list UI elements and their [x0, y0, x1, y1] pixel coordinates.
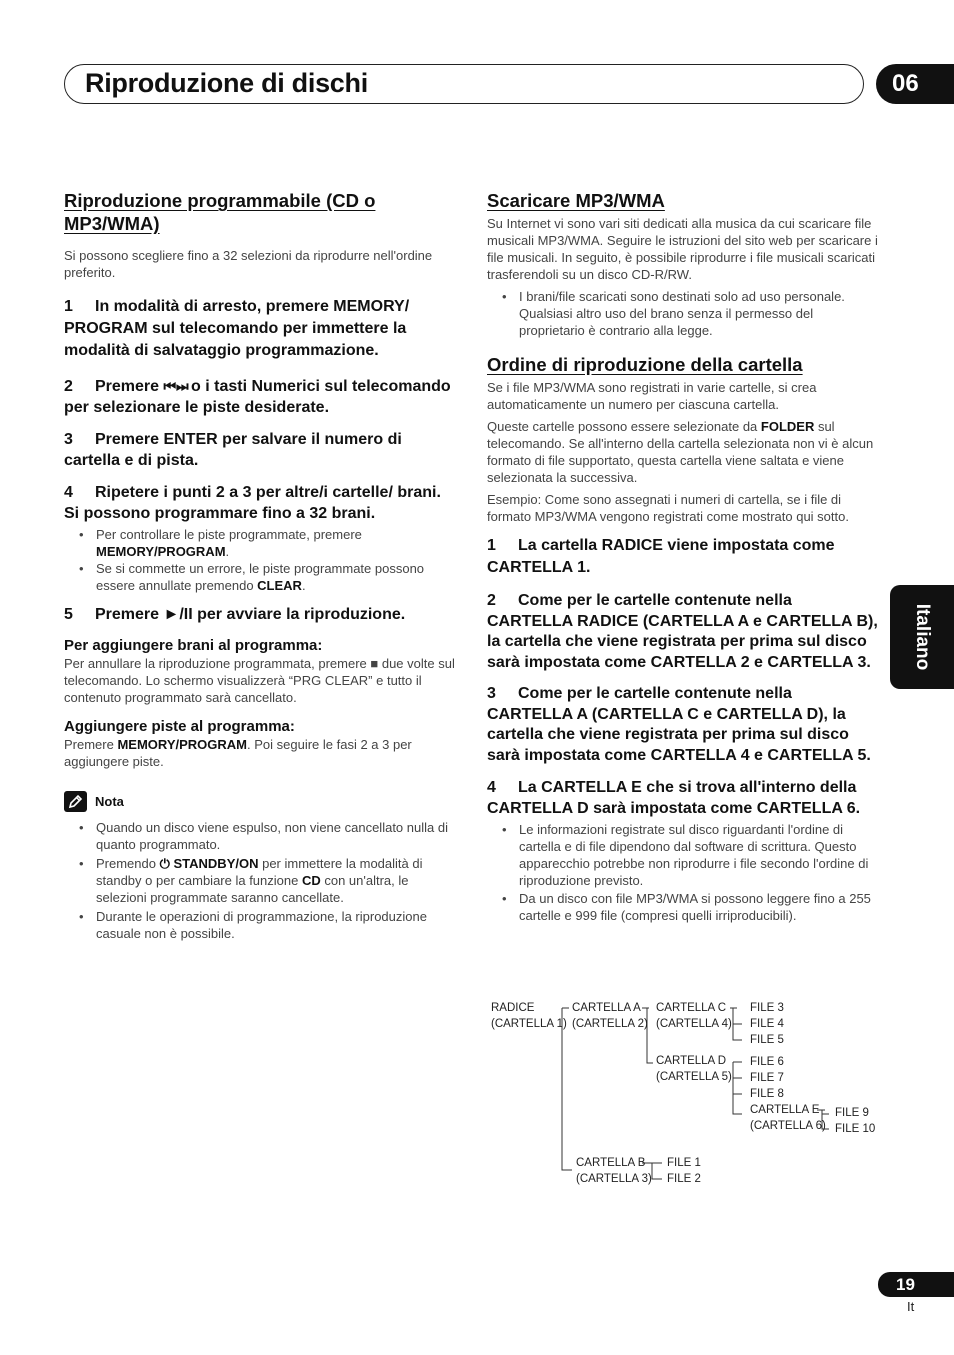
step-2: 2 Come per le cartelle contenute nella CARTELLA RADICE (CARTELLA A e CARTELLA B), la cartella che viene registrata per prima sul disco sarà impostata come CARTELLA 2 e CARTELLA 3.: [487, 592, 878, 671]
folder-text-2: Queste cartelle possono essere selezionate da FOLDER sul telecomando. Se all'interno della cartella selezionata non vi è alcun formato di file supportato, questa cartella viene saltata e viene selezionata la successiva.: [487, 419, 874, 485]
step-5: 5 Premere ►/II per avviare la riproduzione.: [64, 606, 406, 623]
folder-d: CARTELLA D (CARTELLA 5): [656, 1055, 732, 1083]
subsection-text: Premere MEMORY/PROGRAM. Poi seguire le fasi 2 a 3 per aggiungere piste.: [64, 737, 412, 769]
file-3: FILE 3: [750, 1002, 784, 1014]
page-header: [64, 64, 864, 104]
page-language: It: [907, 1299, 915, 1314]
standby-label: ⏻ STANDBY/ON: [159, 856, 259, 871]
subheading-add-pistes: Aggiungere piste al programma:: [64, 718, 295, 735]
list-item: • Durante le operazioni di programmazione, la riproduzione casuale non è possibile.: [64, 908, 459, 942]
step-1: 1 In modalità di arresto, premere MEMORY/ PROGRAM sul telecomando per immettere la modalità di salvataggio programmazione.: [64, 298, 410, 359]
file-6: FILE 6: [750, 1056, 784, 1068]
skip-icons: ⏮ ⏭: [163, 378, 187, 394]
step-4: 4 Ripetere i punti 2 a 3 per altre/i cartelle/ brani. Si possono programmare fino a 32 brani.: [64, 484, 441, 522]
file-10: FILE 10: [835, 1123, 876, 1135]
list-item: • Per controllare le piste programmate, premere MEMORY/PROGRAM.: [64, 526, 459, 560]
list-item: • Da un disco con file MP3/WMA si possono leggere fino a 255 cartelle e 999 file (compresi quelli irriproducibili).: [487, 890, 879, 924]
list-item: • I brani/file scaricati sono destinati solo ad uso personale. Qualsiasi altro uso del brano senza il permesso del proprietario è contrario alla legge.: [487, 288, 879, 339]
left-column: [64, 189, 459, 942]
download-bullets: [487, 288, 879, 339]
step-4: 4 La CARTELLA E che si trova all'interno della CARTELLA D sarà impostata come CARTELLA 6.: [487, 779, 861, 817]
folder-c: CARTELLA C (CARTELLA 4): [656, 1002, 732, 1030]
subsection-text: Per annullare la riproduzione programmata, premere ■ due volte sul telecomando. Lo schermo visualizzerà “PRG CLEAR” e tutto il contenuto programmato sarà cancellato.: [64, 656, 455, 705]
step-3: 3 Come per le cartelle contenute nella CARTELLA A (CARTELLA C e CARTELLA D), la cartella che viene registrata per prima sul disco sarà impostata come CARTELLA 4 e CARTELLA 5.: [487, 685, 871, 764]
list-item: • Le informazioni registrate sul disco riguardanti l'ordine di cartella e di file dipendono dal software di scrittura. Questo apparecchio potrebbe non riprodurre i file secondo l'ordine di riproduzione previsto.: [487, 821, 879, 889]
list-item: • Premendo ⏻ STANDBY/ON per immettere la modalità di standby o per cambiare la funzione CD con un'altra, le selezioni programmate saranno cancellate.: [64, 855, 459, 906]
intro-text: Si possono scegliere fino a 32 selezioni da riprodurre nell'ordine preferito.: [64, 248, 433, 280]
list-item: • Se si commette un errore, le piste programmate possono essere annullate premendo CLEAR.: [64, 560, 459, 594]
folder-a: CARTELLA A (CARTELLA 2): [572, 1002, 648, 1030]
step-3: 3 Premere ENTER per salvare il numero di cartella e di pista.: [64, 431, 402, 469]
section-heading-folder-order: Ordine di riproduzione della cartella: [487, 354, 803, 375]
right-column: [487, 189, 879, 924]
folder-radice: RADICE (CARTELLA 1): [491, 1002, 567, 1030]
section-heading-program: Riproduzione programmabile (CD o MP3/WMA): [64, 190, 376, 234]
download-text: Su Internet vi sono vari siti dedicati alla musica da cui scaricare file musicali MP3/WMA. Seguire le istruzioni del sito web per scaricare i file musicali. In seguito, è possibile riprodurre i file musicali scaricati trasferendoli su un disco CD-R/RW.: [487, 216, 878, 282]
language-tab-label: Italiano: [912, 603, 933, 671]
step-4-bullets: [64, 526, 459, 594]
folder-bullets: [487, 821, 879, 924]
file-4: FILE 4: [750, 1018, 784, 1030]
file-7: FILE 7: [750, 1072, 784, 1084]
step-2: 2 Premere ⏮ ⏭ o i tasti Numerici sul telecomando per selezionare le piste desiderate.: [64, 378, 451, 416]
pencil-icon: [64, 791, 87, 812]
play-pause-icon: ►/II: [163, 606, 193, 623]
page-title: Riproduzione di dischi: [85, 68, 368, 98]
subheading-add-tracks: Per aggiungere brani al programma:: [64, 637, 323, 654]
folder-text-3: Esempio: Come sono assegnati i numeri di cartella, se i file di formato MP3/WMA vengono registrati come mostrato qui sotto.: [487, 492, 849, 524]
language-tab: [890, 585, 954, 689]
page-number: 19: [878, 1272, 954, 1297]
file-2: FILE 2: [667, 1173, 701, 1185]
folder-b: CARTELLA B (CARTELLA 3): [576, 1157, 652, 1185]
note-label: Nota: [95, 794, 124, 809]
folder-tree-diagram: [487, 995, 887, 1195]
chapter-badge: 06: [876, 64, 954, 104]
section-heading-download: Scaricare MP3/WMA: [487, 190, 665, 211]
note-bullets: [64, 819, 459, 942]
step-1: 1 La cartella RADICE viene impostata come CARTELLA 1.: [487, 537, 835, 576]
list-item: • Quando un disco viene espulso, non viene cancellato nulla di quanto programmato.: [64, 819, 459, 853]
file-9: FILE 9: [835, 1107, 869, 1119]
folder-e: CARTELLA E (CARTELLA 6): [750, 1104, 826, 1132]
file-1: FILE 1: [667, 1157, 701, 1169]
file-5: FILE 5: [750, 1034, 784, 1046]
folder-text-1: Se i file MP3/WMA sono registrati in varie cartelle, si crea automaticamente un numero per ciascuna cartella.: [487, 380, 817, 412]
note-header: [64, 791, 459, 812]
file-8: FILE 8: [750, 1088, 784, 1100]
